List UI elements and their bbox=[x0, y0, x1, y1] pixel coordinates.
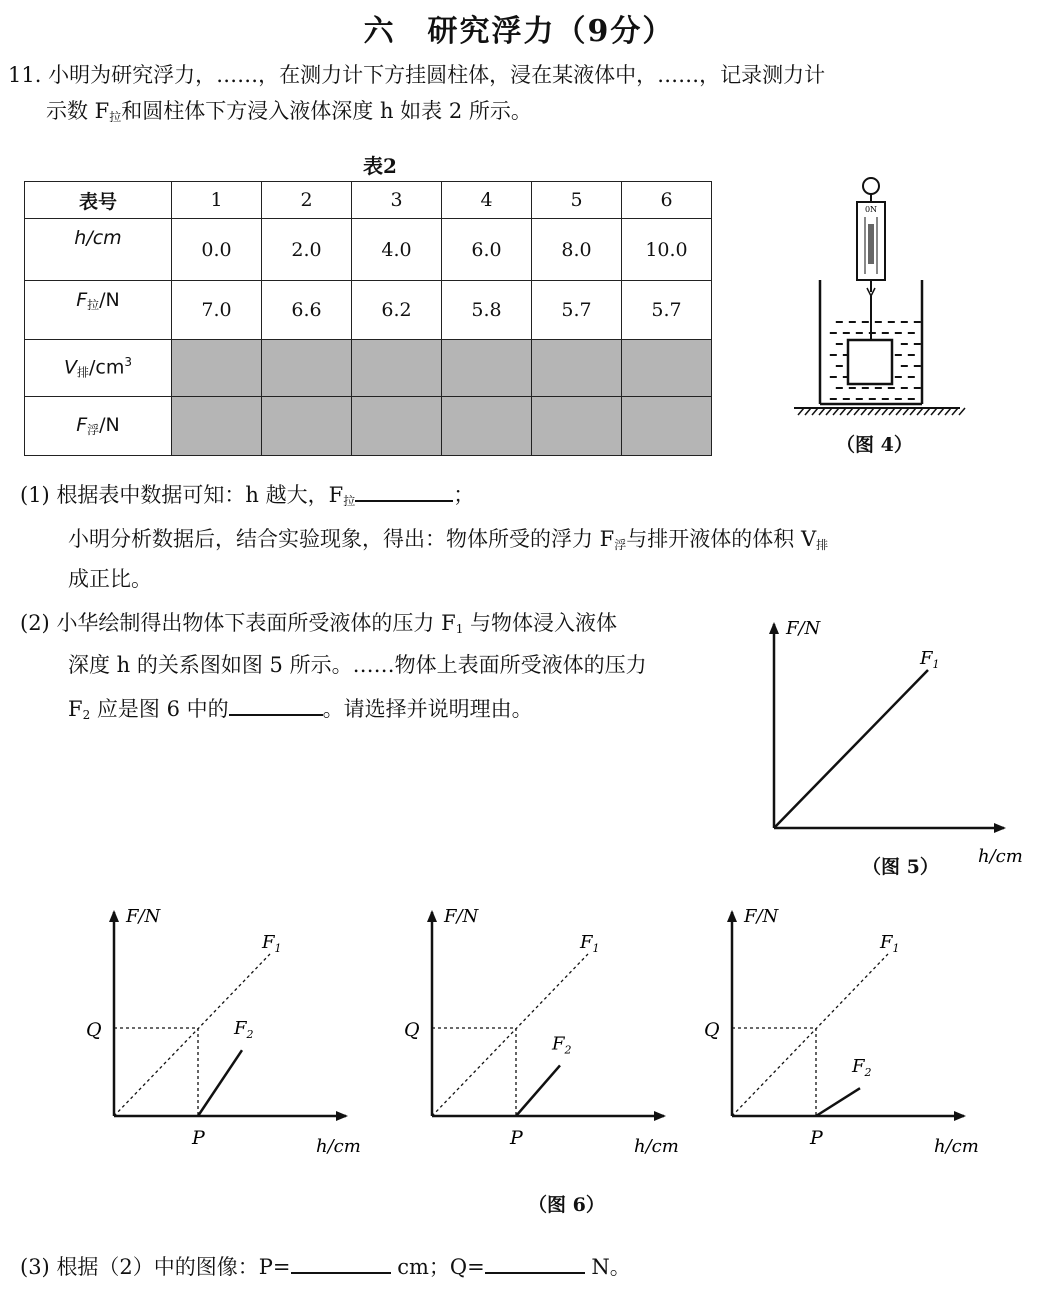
part-3: (3) 根据（2）中的图像：P= cm；Q= N。 bbox=[20, 1250, 631, 1284]
x-axis-label: h/cm bbox=[634, 1136, 679, 1157]
cylinder bbox=[848, 340, 892, 384]
p-label: P bbox=[810, 1127, 823, 1149]
table-caption: 表2 bbox=[363, 154, 397, 178]
figure-6-caption: （图 6） bbox=[528, 1194, 605, 1216]
f1-dotted-line bbox=[732, 954, 888, 1116]
q-label: Q bbox=[86, 1019, 102, 1041]
f1-label: $F_1$ bbox=[880, 932, 900, 955]
figure-6-graph-b bbox=[398, 896, 698, 1166]
f2-label: $F_2$ bbox=[552, 1033, 572, 1057]
table-row: $V_排/cm^3$ bbox=[25, 340, 712, 397]
question-text: 小明为研究浮力，……，在测力计下方挂圆柱体，浸在某液体中，……，记录测力计 bbox=[48, 63, 826, 87]
x-axis-label: h/cm bbox=[978, 846, 1023, 867]
question-11-line1 bbox=[8, 58, 825, 92]
part-1-line1: (1) 根据表中数据可知：h 越大，$F_拉$ ； bbox=[20, 478, 474, 518]
scale-text: 0N bbox=[864, 205, 878, 214]
question-number: 11. bbox=[8, 63, 42, 87]
data-table bbox=[24, 181, 712, 456]
f2-line bbox=[516, 1065, 560, 1116]
q-answer-blank[interactable] bbox=[485, 1252, 585, 1274]
p-label: P bbox=[510, 1127, 523, 1149]
f1-label: $F_1$ bbox=[262, 932, 282, 955]
x-axis-label: h/cm bbox=[316, 1136, 361, 1157]
f2-line bbox=[198, 1050, 242, 1116]
table-row: $F_拉/N$ 7.0 6.6 6.2 5.8 5.7 5.7 bbox=[25, 281, 712, 340]
q-label: Q bbox=[704, 1019, 720, 1041]
answer-blank[interactable] bbox=[355, 480, 453, 502]
figure-4-caption: （图 4） bbox=[836, 434, 913, 456]
table-header-row: 表号 1 2 3 4 5 6 bbox=[25, 182, 712, 219]
part-2-line1: (2) 小华绘制得出物体下表面所受液体的压力 $F_1$ 与物体浸入液体 bbox=[20, 611, 618, 636]
f1-line bbox=[774, 670, 928, 828]
question-11-line2: 示数 $F_拉$和圆柱体下方浸入液体深度 h 如表 2 所示。 bbox=[46, 99, 532, 124]
f1-dotted-line bbox=[432, 954, 588, 1116]
y-axis-label: F/N bbox=[786, 618, 821, 639]
answer-blank[interactable] bbox=[229, 694, 323, 716]
f2-line bbox=[816, 1088, 860, 1116]
table-row: h/cm 0.0 2.0 4.0 6.0 8.0 10.0 bbox=[25, 219, 712, 281]
y-axis-label: F/N bbox=[744, 906, 779, 927]
figure-6-graph-c bbox=[698, 896, 998, 1166]
q-label: Q bbox=[404, 1019, 420, 1041]
p-answer-blank[interactable] bbox=[291, 1252, 391, 1274]
table-row: $F_浮/N$ bbox=[25, 397, 712, 456]
f1-label: $F_1$ bbox=[920, 648, 940, 671]
part-2-line2: 深度 h 的关系图如图 5 所示。……物体上表面所受液体的压力 bbox=[68, 653, 647, 677]
part-1-line3: 成正比。 bbox=[68, 567, 152, 591]
x-axis-label: h/cm bbox=[934, 1136, 979, 1157]
graph-svg bbox=[80, 896, 380, 1166]
y-axis-label: F/N bbox=[126, 906, 161, 927]
y-axis-label: F/N bbox=[444, 906, 479, 927]
graph-svg bbox=[398, 896, 698, 1166]
part-2-line3: $F_2$ 应是图 6 中的 。请选择并说明理由。 bbox=[68, 692, 533, 732]
graph-svg bbox=[698, 896, 998, 1166]
f1-label: $F_1$ bbox=[580, 932, 600, 955]
f2-label: $F_2$ bbox=[234, 1018, 254, 1042]
section-title: 六 研究浮力（9分） bbox=[363, 14, 675, 49]
figure-5-caption: （图 5） bbox=[862, 856, 939, 878]
p-label: P bbox=[192, 1127, 205, 1149]
figure-5-graph bbox=[760, 610, 1038, 870]
scale-ring bbox=[863, 178, 879, 194]
part-1-line2: 小明分析数据后，结合实验现象，得出：物体所受的浮力 $F_浮$与排开液体的体积 $V_排$ bbox=[68, 527, 829, 552]
figure-4-apparatus bbox=[790, 172, 970, 422]
f2-label: $F_2$ bbox=[852, 1056, 872, 1080]
figure-6-graph-a bbox=[80, 896, 380, 1166]
